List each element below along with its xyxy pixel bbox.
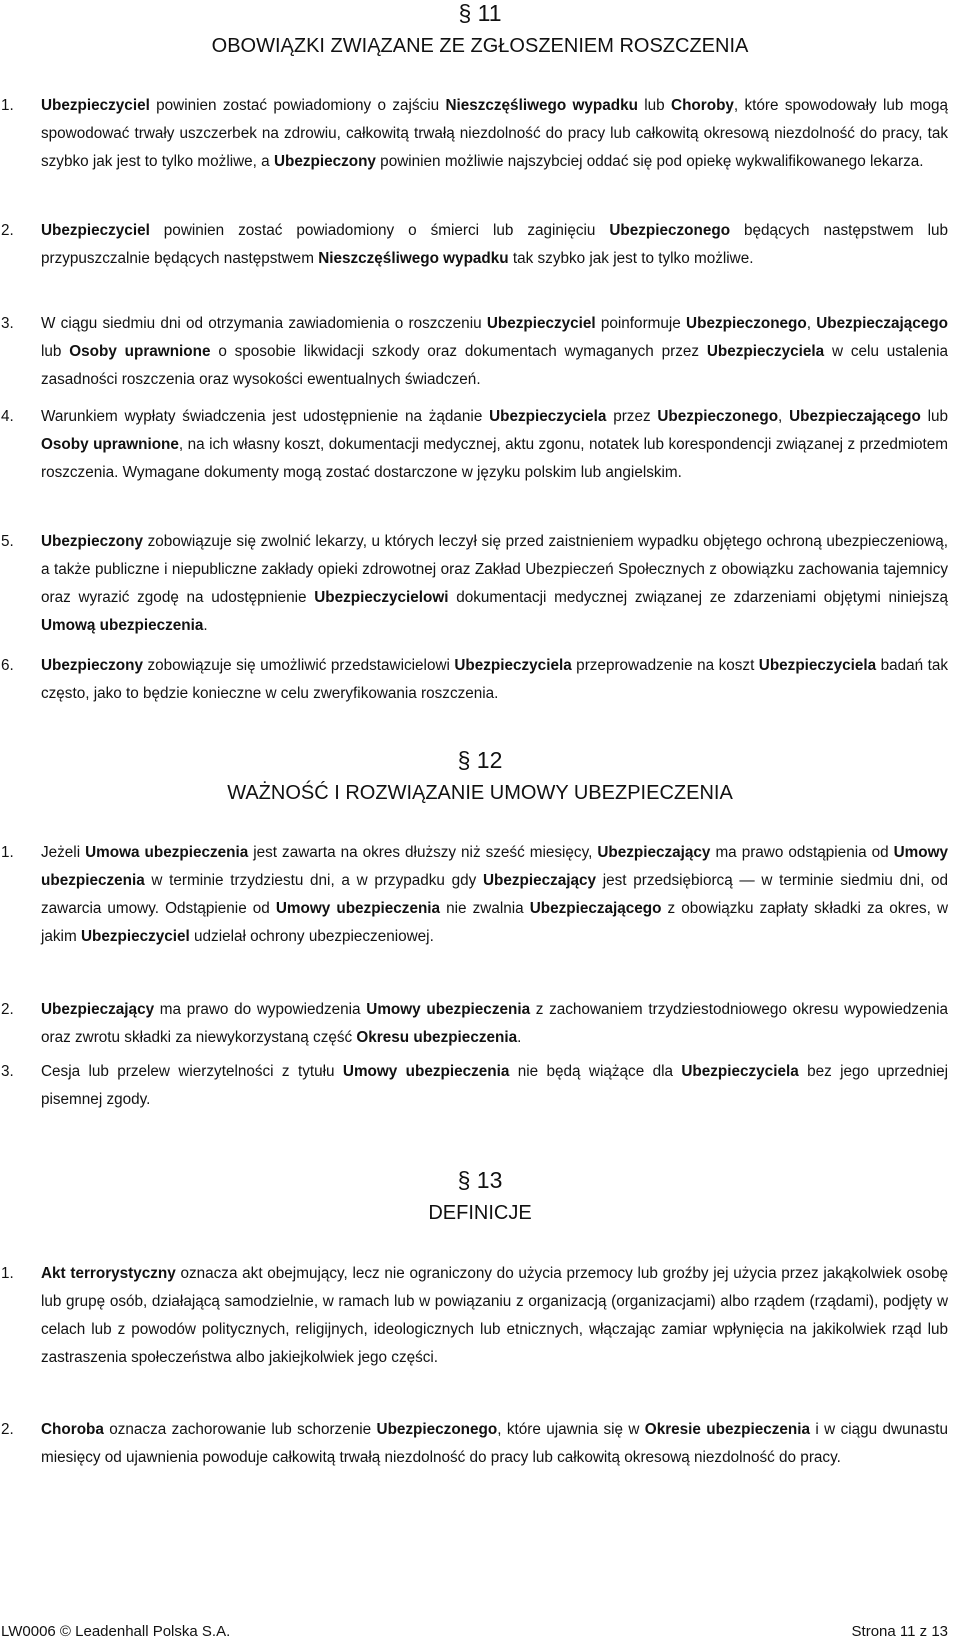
clause-text <box>41 652 948 708</box>
defined-term: Ubezpieczyciel <box>41 97 150 114</box>
clause-text <box>41 92 948 176</box>
defined-term: Ubezpieczającego <box>529 900 662 917</box>
clause-text-run: jest zawarta na okres dłuższy niż sześć miesięcy, <box>248 844 598 861</box>
defined-term: Osoby uprawnione <box>41 436 179 453</box>
clause-text-run: przez <box>606 408 658 425</box>
clause-text-run: i w ciągu dwunastu miesięcy od ujawnienia powoduje całkowitą trwałą niezdolność do pracy lub całkowitą okresową niezdolność do pracy. <box>41 1421 948 1466</box>
clause-text-run: Cesja lub przelew wierzytelności z tytułu <box>41 1063 343 1080</box>
clause-text-run: zobowiązuje się zwolnić lekarzy, u których leczył się przed zaistnieniem wypadku objętego ochroną ubezpieczeniową, a także publiczne i niepubliczne zakłady opieki zdrowotnej oraz Zakład Ubezpieczeń Społecznych z obowiązku zachowania tajemnicy oraz wyrazić zgodę na udostępnienie <box>41 533 948 606</box>
defined-term: Ubezpieczający <box>482 872 597 889</box>
defined-term: Ubezpieczony <box>41 657 143 674</box>
clause-text-run: , które ujawnia się w <box>497 1421 645 1438</box>
section-sign: § 13 <box>457 1167 503 1193</box>
clause-text-run: dokumentacji medycznej związanej ze zdarzeniami objętymi niniejszą <box>448 589 948 606</box>
clause-number: 6. <box>1 657 14 674</box>
clause-text-run: w terminie trzydziestu dni, a w przypadku gdy <box>144 872 483 889</box>
clause-text-run: Jeżeli <box>41 844 86 861</box>
section-title: WAŻNOŚĆ I ROZWIĄZANIE UMOWY UBEZPIECZENIA <box>227 782 733 804</box>
clause-number: 2. <box>1 222 14 239</box>
clause-text-run: o sposobie likwidacji szkody oraz dokumentach wymaganych przez <box>210 343 707 360</box>
section-sign: § 11 <box>458 0 502 26</box>
clause-text <box>41 310 948 394</box>
clause-text-run: powinien zostać powiadomiony o śmierci lub zaginięciu <box>149 222 610 239</box>
clause-text-run: zobowiązuje się umożliwić przedstawicielowi <box>143 657 455 674</box>
clause-number: 1. <box>1 97 14 114</box>
defined-term: Ubezpieczonego <box>376 1421 498 1438</box>
clause-text-run: , <box>778 408 790 425</box>
defined-term: Ubezpieczyciela <box>706 343 825 360</box>
clause <box>0 1260 960 1372</box>
section-13-heading <box>0 1167 960 1225</box>
defined-term: Ubezpieczający <box>41 1001 155 1018</box>
clause-text-run: z zachowaniem trzydziestodniowego okresu wypowiedzenia oraz zwrotu składki za niewykorzystaną część <box>41 1001 949 1046</box>
defined-term: Ubezpieczyciel <box>486 315 596 332</box>
clause-number: 3. <box>1 315 14 332</box>
clause <box>0 92 960 176</box>
clause-text <box>41 839 948 951</box>
section-title: OBOWIĄZKI ZWIĄZANE ZE ZGŁOSZENIEM ROSZCZENIA <box>211 35 749 57</box>
clause-text-run: , na ich własny koszt, dokumentacji medycznej, aktu zgonu, notatek lub korespondencji związanej z przedmiotem roszczenia. Wymagane dokumenty mogą zostać dostarczone w języku polskim lub angielskim. <box>41 436 948 481</box>
defined-term: Choroby <box>671 97 734 114</box>
clause-text-run: lub <box>637 97 672 114</box>
defined-term: Nieszczęśliwego wypadku <box>445 97 638 114</box>
clause-text-run: , które spowodowały lub mogą spowodować trwały uszczerbek na zdrowiu, całkowitą trwałą niezdolność do pracy lub całkowitą okresową niezdolność do pracy, tak szybko jak jest to tylko możliwe, a <box>41 97 948 170</box>
clause-text-run: , <box>806 315 817 332</box>
defined-term: Umowy ubezpieczenia <box>275 900 441 917</box>
defined-term: Ubezpieczony <box>41 533 143 550</box>
clause-text-run: lub <box>41 343 70 360</box>
defined-term: Ubezpieczonego <box>657 408 779 425</box>
defined-term: Nieszczęśliwego wypadku <box>318 250 509 267</box>
clause-text-run: z obowiązku zapłaty składki za okres, w jakim <box>41 900 948 945</box>
clause <box>0 1058 960 1114</box>
clause-text <box>41 217 948 273</box>
clause-text-run: bez jego uprzedniej pisemnej zgody. <box>41 1063 949 1108</box>
defined-term: Ubezpieczającego <box>816 315 948 332</box>
defined-term: Umowa ubezpieczenia <box>85 844 249 861</box>
clause <box>0 217 960 273</box>
section-12-heading <box>0 747 960 805</box>
defined-term: Akt terrorystyczny <box>41 1265 176 1282</box>
defined-term: Ubezpieczyciel <box>41 222 150 239</box>
clause-text <box>41 1416 948 1472</box>
defined-term: Umowy ubezpieczenia <box>342 1063 510 1080</box>
clause-number: 2. <box>1 1001 14 1018</box>
defined-term: Ubezpieczyciela <box>489 408 607 425</box>
clause-text-run: badań tak często, jako to będzie konieczne w celu zweryfikowania roszczenia. <box>41 657 948 702</box>
clause-text-run: będących następstwem lub przypuszczalnie będących następstwem <box>41 222 948 267</box>
clause-number: 1. <box>1 1265 14 1282</box>
clause-text-run: W ciągu siedmiu dni od otrzymania zawiadomienia o roszczeniu <box>41 315 487 332</box>
clause <box>0 652 960 708</box>
defined-term: Ubezpieczający <box>597 844 711 861</box>
clause-text-run: . <box>517 1029 522 1046</box>
clause-text-run: tak szybko jak jest to tylko możliwe. <box>508 250 754 267</box>
footer-page-number: Strona 11 z 13 <box>851 1623 948 1640</box>
defined-term: Ubezpieczającego <box>789 408 921 425</box>
clause-text-run: powinien zostać powiadomiony o zajściu <box>149 97 446 114</box>
clause-text-run: . <box>203 617 208 634</box>
defined-term: Ubezpieczonego <box>686 315 807 332</box>
clause-text-run: oznacza akt obejmujący, lecz nie ograniczony do użycia przemocy lub groźby jej użycia przez jakąkolwiek osobę lub grupę osób, działającą samodzielnie, w ramach lub w powiązaniu z organizacją (organizacjami) albo rządem (rządami), podjęty w celach lub z powodów politycznych, religijnych, ideologicznych lub etnicznych, włączając zamiar wpłynięcia na jakikolwiek rząd lub zastraszenia społeczeństwa albo jakiejkolwiek jego części. <box>41 1265 948 1366</box>
clause-number: 3. <box>1 1063 14 1080</box>
clause-number: 4. <box>1 408 14 425</box>
defined-term: Ubezpieczyciela <box>681 1063 799 1080</box>
clause-number: 1. <box>1 844 14 861</box>
clause-text-run: w celu ustalenia zasadności roszczenia oraz wysokości ewentualnych świadczeń. <box>41 343 949 388</box>
defined-term: Ubezpieczyciel <box>80 928 190 945</box>
clause-text-run: jest przedsiębiorcą — w terminie siedmiu dni, od zawarcia umowy. Odstąpienie od <box>41 872 948 917</box>
defined-term: Ubezpieczycielowi <box>314 589 449 606</box>
defined-term: Ubezpieczonego <box>609 222 731 239</box>
clause-text-run: lub <box>920 408 949 425</box>
clause-text-run: poinformuje <box>595 315 687 332</box>
defined-term: Okresu ubezpieczenia <box>356 1029 518 1046</box>
section-title: DEFINICJE <box>428 1202 532 1224</box>
clause-text-run: oznacza zachorowanie lub schorzenie <box>103 1421 377 1438</box>
clause-number: 2. <box>1 1421 14 1438</box>
defined-term: Okresie ubezpieczenia <box>644 1421 811 1438</box>
defined-term: Choroba <box>41 1421 104 1438</box>
section-11-heading <box>0 0 960 58</box>
clause-text-run: przeprowadzenie na koszt <box>571 657 759 674</box>
clause <box>0 403 960 487</box>
defined-term: Umową ubezpieczenia <box>41 617 204 634</box>
clause-text <box>41 403 948 487</box>
clause-text-run: powinien możliwie najszybciej oddać się pod opiekę wykwalifikowanego lekarza. <box>375 153 924 170</box>
clause <box>0 310 960 394</box>
defined-term: Osoby uprawnione <box>69 343 211 360</box>
clause-text-run: ma prawo do wypowiedzenia <box>154 1001 367 1018</box>
clause <box>0 1416 960 1472</box>
clause-text <box>41 1260 948 1372</box>
clause-text-run: nie będą wiążące dla <box>509 1063 682 1080</box>
clause-text-run: nie zwalnia <box>440 900 530 917</box>
clause-text <box>41 1058 948 1114</box>
section-sign: § 12 <box>457 747 503 773</box>
clause-number: 5. <box>1 533 14 550</box>
defined-term: Ubezpieczyciela <box>758 657 877 674</box>
defined-term: Ubezpieczony <box>273 153 376 170</box>
clause-text <box>41 528 948 640</box>
clause-text <box>41 996 948 1052</box>
clause <box>0 996 960 1052</box>
clause <box>0 528 960 640</box>
defined-term: Ubezpieczyciela <box>454 657 572 674</box>
footer-document-id: LW0006 © Leadenhall Polska S.A. <box>1 1623 231 1640</box>
clause <box>0 839 960 951</box>
clause-text-run: Warunkiem wypłaty świadczenia jest udostępnienie na żądanie <box>41 408 490 425</box>
clause-text-run: ma prawo odstąpienia od <box>710 844 894 861</box>
clause-text-run: udzielał ochrony ubezpieczeniowej. <box>189 928 434 945</box>
defined-term: Umowy ubezpieczenia <box>366 1001 531 1018</box>
defined-term: Umowy ubezpieczenia <box>41 844 949 889</box>
